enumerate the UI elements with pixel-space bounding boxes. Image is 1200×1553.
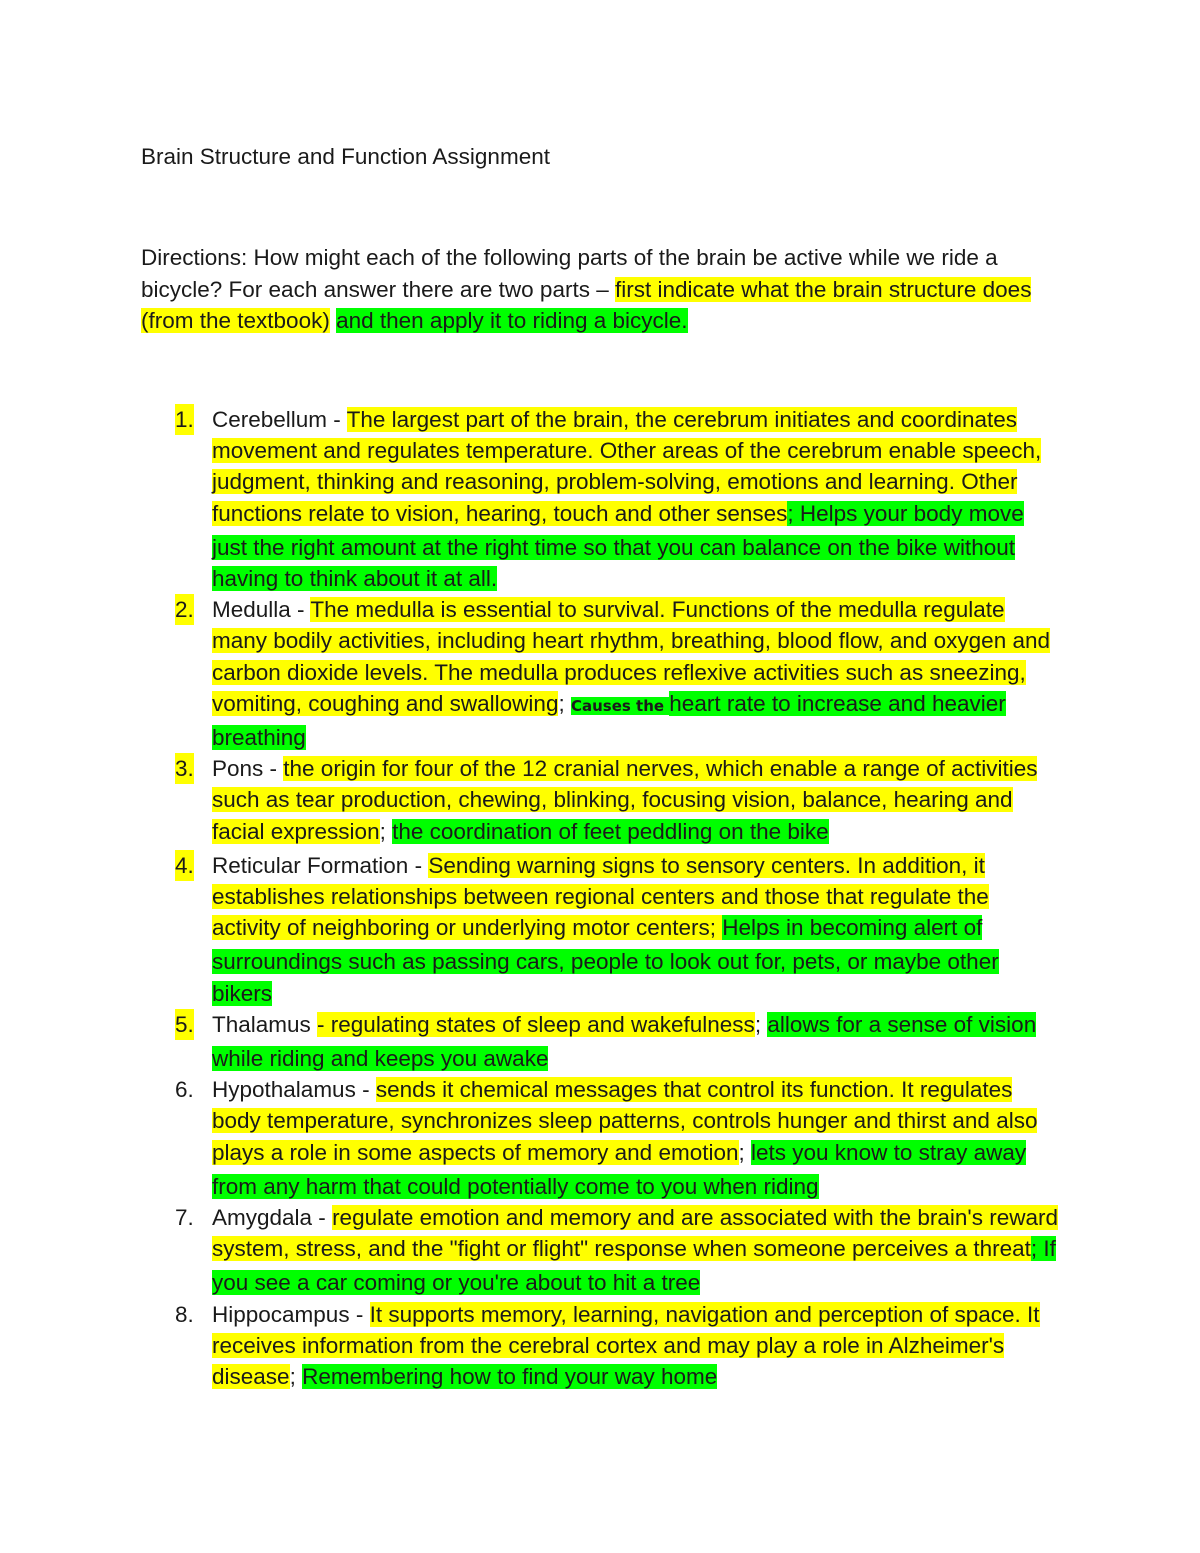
item-definition: The medulla is essential to survival. Functions of the medulla regulate many bodily activities, including heart rhythm, breathing, blood flow, and oxygen and carbon dioxide levels. The medulla produces reflexive activities such as sneezing, vomiting, coughing and swallowing [212,597,1050,716]
item-term: Thalamus [212,1011,318,1037]
item-number: 6. [175,1077,194,1103]
item-definition: sends it chemical messages that control its function. It regulates body temperature, synchronizes sleep patterns, controls hunger and thirst and also plays a role in some aspects of memory and emotion [212,1077,1038,1165]
list-item [141,594,1061,753]
brain-parts-list [141,404,1061,1395]
directions-text: Directions: How might each of the following parts of the brain be active while we ride a bicycle? For each answer there are two parts – [141,245,998,302]
item-application: ; Helps your body move just the right amount at the right time so that you can balance on the bike without having to think about it at all. [212,500,1024,592]
item-definition: Sending warning signs to sensory centers. In addition, it establishes relationships between regional centers and those that regulate the activity of neighboring or underlying motor centers; [212,852,989,941]
list-item [141,1009,1061,1074]
list-item [141,1299,1061,1396]
item-application: allows for a sense of vision while riding and keeps you awake [212,1011,1037,1072]
item-definition: the origin for four of the 12 cranial nerves, which enable a range of activities such as tear production, chewing, blinking, focusing vision, balance, hearing and facial expression [212,756,1038,844]
list-item [141,404,1061,594]
item-term: Amygdala - [212,1205,333,1231]
list-item [141,850,1061,1009]
directions-paragraph [141,242,1056,337]
item-definition: It supports memory, learning, navigation and perception of space. It receives information from the cerebral cortex and may play a role in Alzheimer's disease [212,1301,1040,1390]
item-separator: ; [289,1364,303,1390]
list-item [141,753,1061,850]
item-term: Hypothalamus - [212,1077,376,1103]
item-term: Hippocampus - [212,1301,370,1327]
item-separator: ; [754,1011,768,1037]
item-number: 4. [175,850,194,881]
item-term: Medulla - [212,597,311,623]
item-term: Reticular Formation - [212,852,429,878]
item-application: Remembering how to find your way home [302,1364,718,1390]
item-term: Cerebellum - [212,407,347,432]
item-number: 3. [175,753,194,784]
item-number: 1. [175,404,194,435]
item-application: the coordination of feet peddling on the bike [392,818,829,844]
directions-green-highlight: and then apply it to riding a bicycle. [336,308,688,333]
item-separator: ; [558,690,571,716]
item-definition: - regulating states of sleep and wakefulness [317,1011,755,1037]
item-separator: ; [379,818,393,844]
item-application: ; If you see a car coming or you're about to hit a tree [212,1236,1056,1296]
item-application: lets you know to stray away from any harm that could potentially come to you when riding [212,1139,1027,1199]
item-application: Helps in becoming alert of surroundings such as passing cars, people to look out for, pets, or maybe other bikers [212,915,999,1006]
document-title: Brain Structure and Function Assignment [141,144,550,169]
item-application-small: Causes the [570,696,670,715]
list-item [141,1074,1061,1202]
item-application: heart rate to increase and heavier breathing [212,690,1006,751]
item-definition: regulate emotion and memory and are associated with the brain's reward system, stress, and the "fight or flight" response when someone perceives a threat [212,1205,1058,1262]
item-separator: ; [738,1139,752,1165]
item-number: 5. [175,1009,194,1040]
item-number: 7. [175,1205,194,1231]
item-term: Pons - [212,756,284,782]
item-number: 8. [175,1301,194,1327]
item-number: 2. [175,594,194,625]
directions-yellow-highlight: first indicate what the brain structure does (from the textbook) [141,276,1032,333]
item-definition: The largest part of the brain, the cerebrum initiates and coordinates movement and regulates temperature. Other areas of the cerebrum enable speech, judgment, thinking and reasoning, problem-solving, emotions and learning. Other functions relate to vision, hearing, touch and other senses [212,407,1042,526]
list-item [141,1202,1061,1299]
